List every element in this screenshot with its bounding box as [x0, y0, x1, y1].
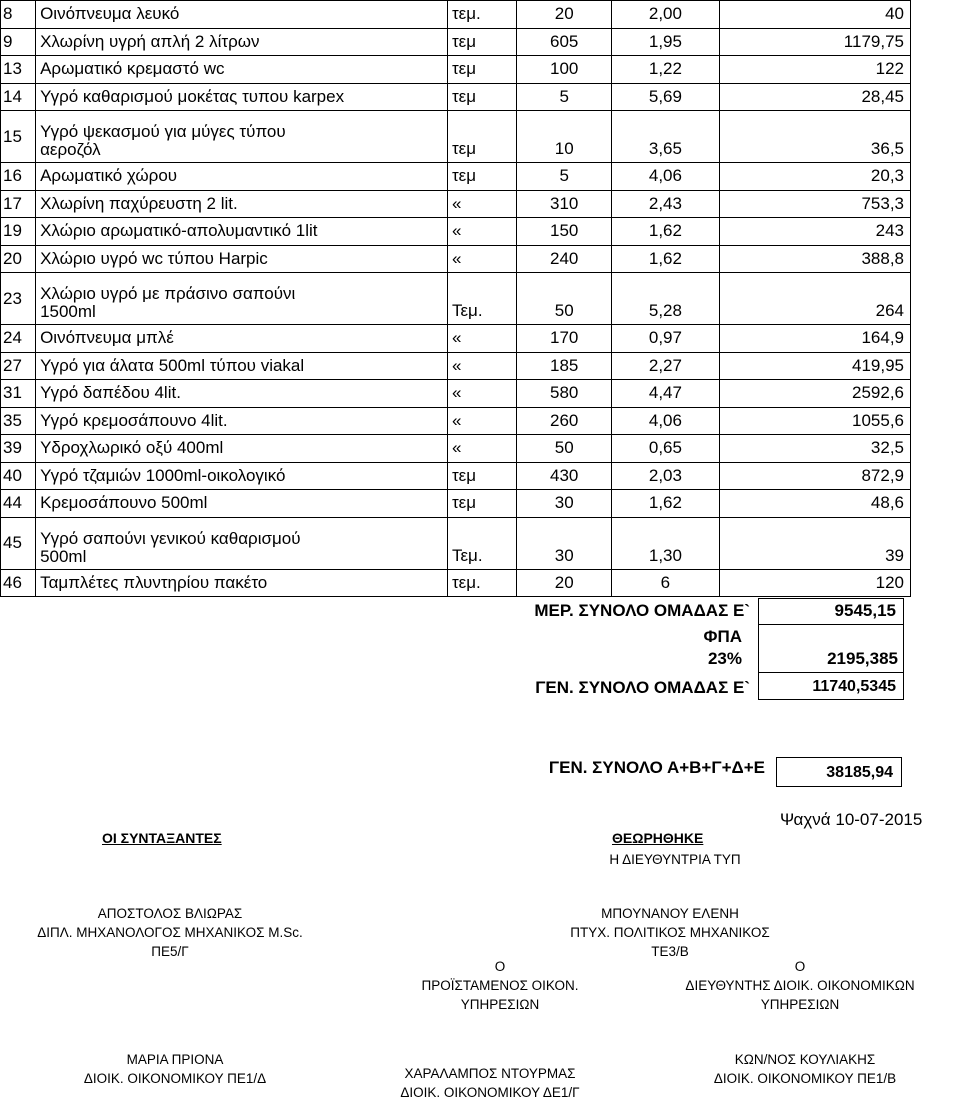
- item-quantity: 605: [517, 28, 612, 56]
- item-description-line: Υγρό ψεκασμού για μύγες τύπου: [40, 122, 286, 141]
- item-total: 2592,6: [719, 380, 910, 408]
- author1-grade: ΠΕ5/Γ: [151, 944, 189, 959]
- item-unit: τεμ: [447, 83, 516, 111]
- item-unit-price: 5,28: [612, 273, 719, 325]
- sig-left-title: ΔΙΟΙΚ. ΟΙΚΟΝΟΜΙΚΟΥ ΠΕ1/Δ: [83, 1071, 267, 1086]
- table-row: [1, 462, 911, 490]
- item-unit-price: 4,47: [612, 380, 719, 408]
- item-unit: τεμ: [447, 490, 516, 518]
- item-total: 122: [719, 56, 910, 84]
- item-unit: «: [447, 190, 516, 218]
- item-description: Υγρό τζαμιών 1000ml-οικολογικό: [36, 462, 448, 490]
- approved-heading: ΘΕΩΡΗΘΗΚΕ: [612, 830, 704, 846]
- item-number: 19: [1, 218, 36, 246]
- item-number: 27: [1, 352, 36, 380]
- item-unit: Τεμ.: [447, 517, 516, 569]
- item-description: Αρωματικό χώρου: [36, 163, 448, 191]
- table-row: [1, 490, 911, 518]
- item-description-line: Υγρό σαπούνι γενικού καθαρισμού: [40, 528, 301, 548]
- item-unit-price: 4,06: [612, 163, 719, 191]
- item-number: 8: [1, 1, 36, 29]
- item-description: Αρωματικό κρεμαστό wc: [36, 56, 448, 84]
- item-quantity: 170: [517, 325, 612, 353]
- item-unit: «: [447, 352, 516, 380]
- item-total: 39: [719, 517, 910, 569]
- sig-mid-title: ΔΙΟΙΚ. ΟΙΚΟΝΟΜΙΚΟΥ ΔΕ1/Γ: [400, 1085, 580, 1100]
- item-unit-price: 1,95: [612, 28, 719, 56]
- table-row: [1, 111, 911, 163]
- item-unit-price: 2,43: [612, 190, 719, 218]
- item-description: Οινόπνευμα μπλέ: [36, 325, 448, 353]
- dir-econ-article: Ο: [794, 959, 806, 974]
- total-label: ΓΕΝ. ΣΥΝΟΛΟ ΟΜΑΔΑΣ Ε`: [535, 678, 750, 697]
- item-unit: τεμ: [447, 56, 516, 84]
- dir-econ-title: ΔΙΕΥΘΥΝΤΗΣ ΔΙΟΙΚ. ΟΙΚΟΝΟΜΙΚΩΝ: [685, 978, 915, 993]
- dir-econ-dept: ΥΠΗΡΕΣΙΩΝ: [760, 997, 840, 1012]
- item-description: Οινόπνευμα λευκό: [36, 1, 448, 29]
- item-unit-price: 4,06: [612, 407, 719, 435]
- table-row: [1, 273, 911, 325]
- item-description-line: 500ml: [40, 546, 87, 566]
- item-number: 46: [1, 569, 36, 597]
- item-total: 872,9: [719, 462, 910, 490]
- table-row: [1, 569, 911, 597]
- item-total: 419,95: [719, 352, 910, 380]
- item-number: 15: [1, 111, 36, 163]
- director-grade: ΤΕ3/Β: [651, 944, 689, 959]
- item-description-line: αεροζόλ: [40, 140, 101, 159]
- item-number: 45: [1, 517, 36, 569]
- item-quantity: 20: [517, 1, 612, 29]
- item-quantity: 580: [517, 380, 612, 408]
- head-econ-dept: ΥΠΗΡΕΣΙΩΝ: [460, 997, 540, 1012]
- head-econ-article: Ο: [494, 959, 506, 974]
- authors-heading: ΟΙ ΣΥΝΤΑΞΑΝΤΕΣ: [102, 830, 222, 846]
- table-row: [1, 190, 911, 218]
- subtotal-underline: [758, 624, 904, 625]
- item-quantity: 185: [517, 352, 612, 380]
- item-unit: τεμ: [447, 163, 516, 191]
- item-quantity: 30: [517, 517, 612, 569]
- item-unit-price: 1,62: [612, 490, 719, 518]
- item-quantity: 50: [517, 435, 612, 463]
- item-unit-price: 2,03: [612, 462, 719, 490]
- table-row: [1, 163, 911, 191]
- sig-right-title: ΔΙΟΙΚ. ΟΙΚΟΝΟΜΙΚΟΥ ΠΕ1/Β: [713, 1071, 897, 1086]
- table-row: [1, 1, 911, 29]
- item-total: 40: [719, 1, 910, 29]
- item-unit-price: 3,65: [612, 111, 719, 163]
- item-unit-price: 6: [612, 569, 719, 597]
- item-quantity: 30: [517, 490, 612, 518]
- item-unit: «: [447, 325, 516, 353]
- item-total: 48,6: [719, 490, 910, 518]
- item-number: 16: [1, 163, 36, 191]
- table-row: [1, 218, 911, 246]
- item-description: Υγρό δαπέδου 4lit.: [36, 380, 448, 408]
- item-number: 23: [1, 273, 36, 325]
- item-description: Χλώριο υγρό wc τύπου Harpic: [36, 245, 448, 273]
- item-quantity: 260: [517, 407, 612, 435]
- director-name: ΜΠΟΥΝΑΝΟΥ ΕΛΕΝΗ: [601, 906, 739, 921]
- item-description: Χλώριο αρωματικό-απολυμαντικό 1lit: [36, 218, 448, 246]
- sig-mid-name: ΧΑΡΑΛΑΜΠΟΣ ΝΤΟΥΡΜΑΣ: [404, 1066, 576, 1081]
- table-row: [1, 83, 911, 111]
- table-row: [1, 325, 911, 353]
- item-description: Χλωρίνη παχύρευστη 2 lit.: [36, 190, 448, 218]
- item-number: 44: [1, 490, 36, 518]
- item-unit: «: [447, 218, 516, 246]
- item-description: [36, 517, 448, 569]
- item-total: 20,3: [719, 163, 910, 191]
- item-description: Υδροχλωρικό οξύ 400ml: [36, 435, 448, 463]
- item-unit-price: 1,62: [612, 218, 719, 246]
- item-unit: τεμ: [447, 28, 516, 56]
- author1-title: ΔΙΠΛ. ΜΗΧΑΝΟΛΟΓΟΣ ΜΗΧΑΝΙΚΟΣ M.Sc.: [37, 925, 303, 940]
- item-number: 13: [1, 56, 36, 84]
- vat-rate: 23%: [707, 649, 742, 668]
- item-unit: τεμ: [447, 462, 516, 490]
- table-row: [1, 435, 911, 463]
- item-unit-price: 5,69: [612, 83, 719, 111]
- item-description: Κρεμοσάπουνο 500ml: [36, 490, 448, 518]
- item-quantity: 310: [517, 190, 612, 218]
- item-description: Ταμπλέτες πλυντηρίου πακέτο: [36, 569, 448, 597]
- item-description-line: 1500ml: [40, 302, 96, 321]
- item-unit: τεμ.: [447, 569, 516, 597]
- item-unit-price: 1,62: [612, 245, 719, 273]
- grand-total-label: ΓΕΝ. ΣΥΝΟΛΟ Α+Β+Γ+Δ+Ε: [548, 758, 765, 777]
- subtotal-label: ΜΕΡ. ΣΥΝΟΛΟ ΟΜΑΔΑΣ Ε`: [534, 601, 750, 620]
- item-unit: «: [447, 380, 516, 408]
- item-description: Υγρό καθαρισμού μοκέτας τυπου karpex: [36, 83, 448, 111]
- item-unit: «: [447, 435, 516, 463]
- item-quantity: 10: [517, 111, 612, 163]
- item-total: 120: [719, 569, 910, 597]
- item-unit: «: [447, 245, 516, 273]
- item-description: [36, 111, 448, 163]
- item-unit: «: [447, 407, 516, 435]
- item-unit-price: 2,00: [612, 1, 719, 29]
- grand-total-box: 38185,94: [776, 757, 902, 787]
- item-description: Υγρό για άλατα 500ml τύπου viakal: [36, 352, 448, 380]
- item-total: 32,5: [719, 435, 910, 463]
- item-unit-price: 1,30: [612, 517, 719, 569]
- item-quantity: 240: [517, 245, 612, 273]
- table-row: [1, 352, 911, 380]
- item-number: 20: [1, 245, 36, 273]
- vat-label: ΦΠΑ: [703, 627, 742, 646]
- table-row: [1, 380, 911, 408]
- item-total: 164,9: [719, 325, 910, 353]
- item-quantity: 5: [517, 163, 612, 191]
- table-row: [1, 56, 911, 84]
- item-number: 24: [1, 325, 36, 353]
- head-econ-title: ΠΡΟΪΣΤΑΜΕΝΟΣ ΟΙΚΟΝ.: [421, 978, 579, 993]
- sig-right-name: ΚΩΝ/ΝΟΣ ΚΟΥΛΙΑΚΗΣ: [734, 1052, 876, 1067]
- item-number: 17: [1, 190, 36, 218]
- vat-value: 2195,385: [827, 649, 898, 668]
- date-place: Ψαχνά 10-07-2015: [780, 810, 923, 829]
- item-unit-price: 0,97: [612, 325, 719, 353]
- subtotal-value: 9545,15: [834, 601, 896, 620]
- total-value: 11740,5345: [812, 678, 896, 695]
- item-quantity: 150: [517, 218, 612, 246]
- item-quantity: 50: [517, 273, 612, 325]
- item-unit-price: 0,65: [612, 435, 719, 463]
- table-row: [1, 245, 911, 273]
- item-number: 14: [1, 83, 36, 111]
- author1-name: ΑΠΟΣΤΟΛΟΣ ΒΛΙΩΡΑΣ: [97, 906, 243, 921]
- item-number: 31: [1, 380, 36, 408]
- item-total: 388,8: [719, 245, 910, 273]
- item-quantity: 5: [517, 83, 612, 111]
- item-quantity: 20: [517, 569, 612, 597]
- item-unit: τεμ.: [447, 1, 516, 29]
- item-description: [36, 273, 448, 325]
- item-number: 35: [1, 407, 36, 435]
- item-total: 243: [719, 218, 910, 246]
- item-unit-price: 1,22: [612, 56, 719, 84]
- item-description: Χλωρίνη υγρή απλή 2 λίτρων: [36, 28, 448, 56]
- item-total: 36,5: [719, 111, 910, 163]
- table-row: [1, 517, 911, 569]
- item-total: 753,3: [719, 190, 910, 218]
- item-description: Υγρό κρεμοσάπουνο 4lit.: [36, 407, 448, 435]
- sig-left-name: ΜΑΡΙΑ ΠΡΙΟΝΑ: [126, 1052, 224, 1067]
- item-quantity: 430: [517, 462, 612, 490]
- table-row: [1, 28, 911, 56]
- item-unit: Τεμ.: [447, 273, 516, 325]
- item-quantity: 100: [517, 56, 612, 84]
- item-description-line: Χλώριο υγρό με πράσινο σαπούνι: [40, 284, 296, 303]
- item-unit: τεμ: [447, 111, 516, 163]
- table-row: [1, 407, 911, 435]
- item-number: 40: [1, 462, 36, 490]
- item-number: 39: [1, 435, 36, 463]
- item-unit-price: 2,27: [612, 352, 719, 380]
- item-total: 1179,75: [719, 28, 910, 56]
- approved-by: Η ΔΙΕΥΘΥΝΤΡΙΑ ΤΥΠ: [609, 852, 741, 867]
- item-number: 9: [1, 28, 36, 56]
- item-total: 28,45: [719, 83, 910, 111]
- item-total: 264: [719, 273, 910, 325]
- director-title: ΠΤΥΧ. ΠΟΛΙΤΙΚΟΣ ΜΗΧΑΝΙΚΟΣ: [570, 925, 770, 940]
- item-total: 1055,6: [719, 407, 910, 435]
- vat-underline: [758, 672, 904, 673]
